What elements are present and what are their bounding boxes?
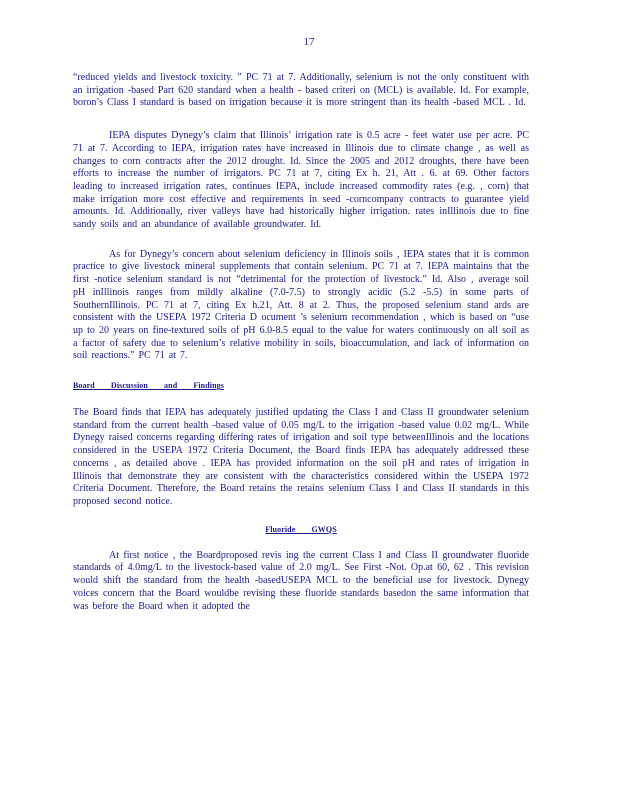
page-number: 17 bbox=[303, 36, 315, 48]
paragraph-fluoride-first-notice: At first notice , the Boardproposed revis ing the current Class I and Class II groundwater fluoride standards of 4.0mg/L to the livestock-based value of 2.0 mg/L. See First -Not. Op.at 60, 62 . This revision would shift the standard from the health -basedUSEPA MCL to the beneficial use for livestock. Dynegy voices concern that the Board wouldbe revising these fluoride standards basedon the same information that was before the Board when it adopted the bbox=[73, 549, 529, 612]
heading-fluoride-gwqs bbox=[73, 525, 529, 534]
paragraph-irrigation-rates: IEPA disputes Dynegy’s claim that Illinois’ irrigation rate is 0.5 acre - feet water use per acre. PC 71 at 7. According to IEPA, irrigation rates have increased in Illinois due to climate change , as well as changes to corn contracts after the 2012 drought. Id. Since the 2005 and 2012 droughts, there have been efforts to increase the number of irrigators. PC 71 at 7, citing Ex h. 21, Att . 6. at 69. Other factors leading to increased irrigation rates, continues IEPA, include increased commodity rates (e.g. , corn) that make irrigation more cost effective and requirements in seed -corncompany contracts to guarantee yield amounts. Id. Additionally, river valleys have had historically higher irrigation. rates inIllinois due to fine sandy soils and an abundance of available groundwater. Id. bbox=[73, 130, 529, 231]
paragraph-reduced-yields: “reduced yields and livestock toxicity. ” PC 71 at 7. Additionally, selenium is not the only constituent with an irrigation -based Part 620 standard when a health - based criteri on (MCL) is available. Id. For example, boron’s Class I standard is based on irrigation because it is more stringent than its health -based MCL . Id. bbox=[73, 72, 529, 109]
paragraph-selenium-deficiency: As for Dynegy’s concern about selenium deficiency in Illinois soils , IEPA states that it is common practice to give livestock mineral supplements that contain selenium. PC 71 at 7. IEPA maintains that the first -notice selenium standard is not “detrimental for the protection of livestock.” Id. Also , average soil pH inIllinois ranges from mildly alkaline (7.0-7.5) to strongly acidic (5.2 -5.5) in some parts of SouthernIllinois. PC 71 at 7, citing Ex h.21, Att. 8 at 2. Thus, the proposed selenium stand ards are consistent with the USEPA 1972 Criteria D ocument ’s selenium recommendation , which is based on “use up to 20 years on fine-textured soils of pH 6.0-8.5 equal to the value for waters continuously on all soil as a factor of safety due to selenium’s relative mobility in soils, bioaccumulation, and lack of information on soil reactions.” PC 71 at 7. bbox=[73, 248, 529, 362]
heading-board-discussion bbox=[73, 381, 529, 390]
paragraph-board-findings: The Board finds that IEPA has adequately justified updating the Class I and Class II groundwater selenium standard from the current health -based value of 0.05 mg/L to the irrigation -based value 0.02 mg/L. While Dynegy raised concerns regarding differing rates of irrigation and soil type betweenIllinois and the locations considered in the USEPA 1972 Criteria Document, the Board finds IEPA has adequately addressed these concerns , as detailed above . IEPA has provided information on the soil pH and rates of irrigation in Illinois that demonstrate they are consistent with the characteristics considered within the USEPA 1972 Criteria Document. Therefore, the Board retains the retains selenium Class I and Class II standards in this proposed second notice. bbox=[73, 407, 529, 507]
document-body bbox=[73, 72, 529, 613]
heading-board-discussion-text: Board Discussion and Findings bbox=[73, 381, 224, 391]
heading-fluoride-gwqs-text: Fluoride GWQS bbox=[265, 524, 337, 534]
